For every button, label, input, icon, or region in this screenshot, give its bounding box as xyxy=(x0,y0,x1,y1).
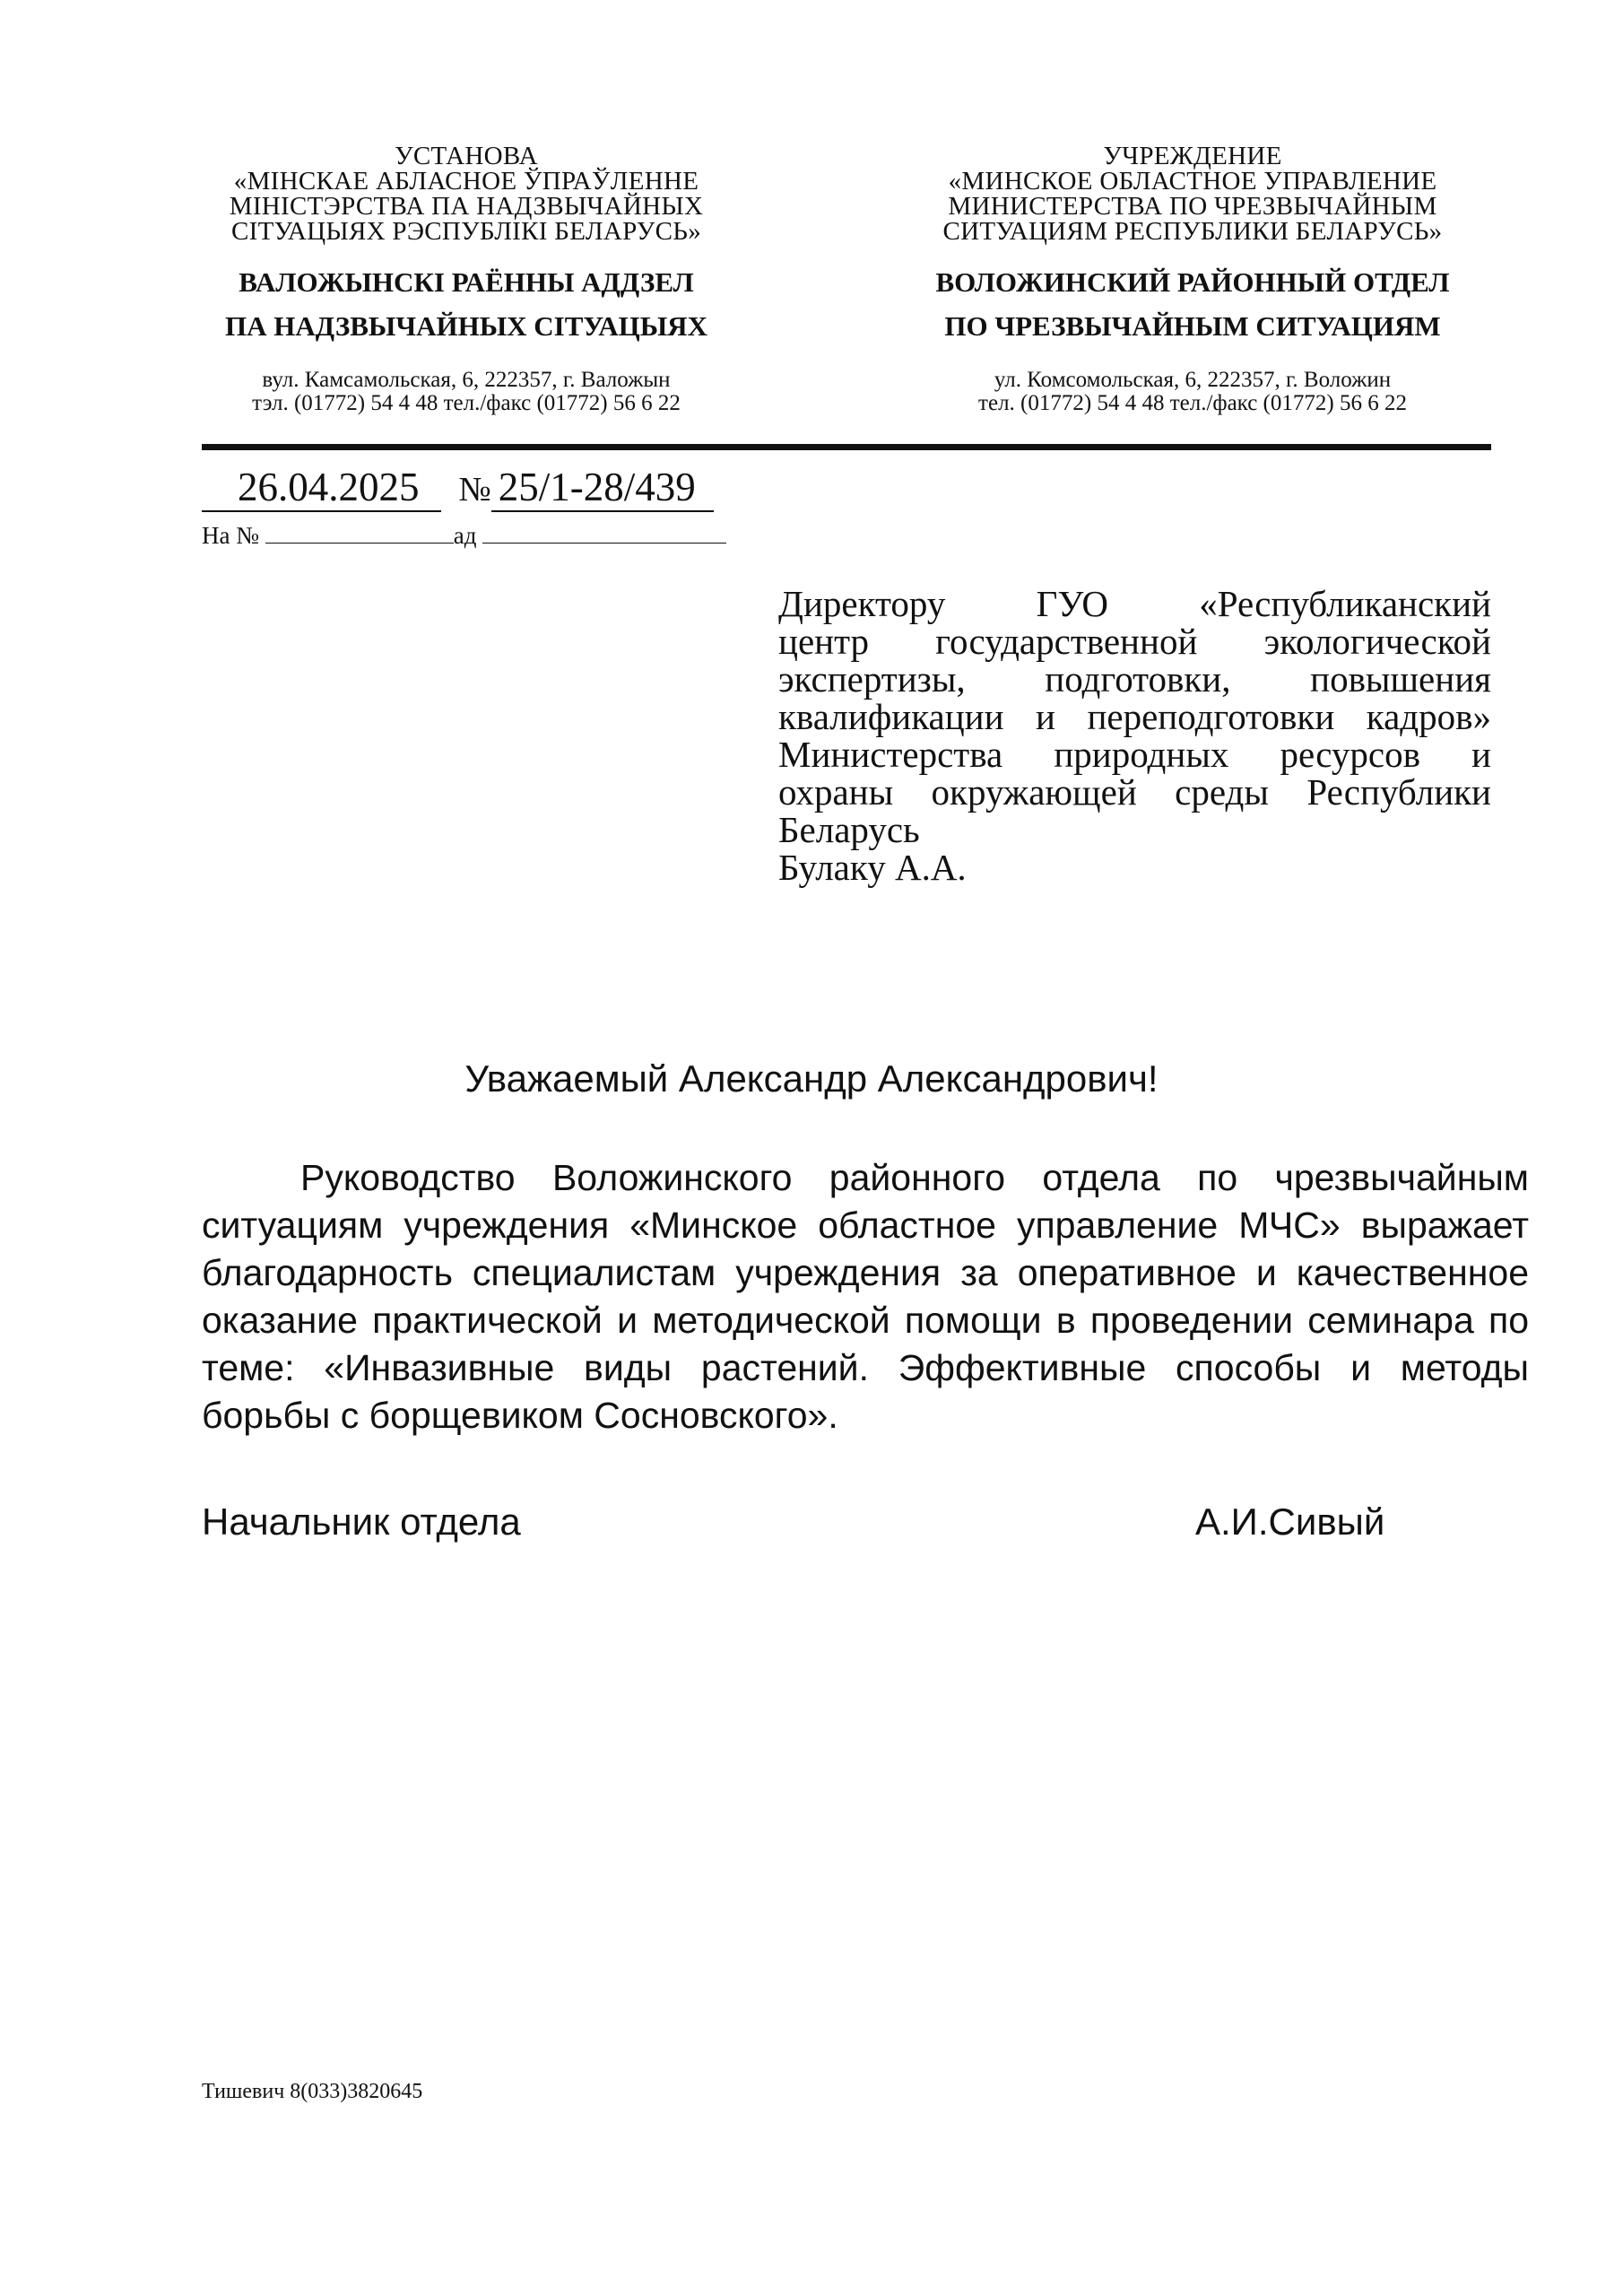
addressee-line: Булаку А.А. xyxy=(778,847,967,888)
ref-date-blank xyxy=(482,521,726,544)
signatory-position: Начальник отдела xyxy=(202,1500,521,1543)
org-name-line: «МІНСКАЕ АБЛАСНОЕ ЎПРАЎЛЕННЕ xyxy=(233,167,699,196)
org-name-line: МИНИСТЕРСТВА ПО ЧРЕЗВЫЧАЙНЫМ xyxy=(948,192,1437,221)
addressee-line: Директору ГУО «Республиканский xyxy=(778,583,1491,624)
addressee-block xyxy=(778,585,1491,886)
salutation: Уважаемый Александр Александрович! xyxy=(464,1057,1159,1100)
executor-contact: Тишевич 8(033)3820645 xyxy=(202,2080,423,2103)
address-line: вул. Камсамольская, 6, 222357, г. Валожын xyxy=(262,368,671,392)
ref-number-blank xyxy=(265,521,454,544)
header-russian xyxy=(924,144,1462,415)
registration-line xyxy=(202,464,714,513)
letter-body: Руководство Воложинского районного отдела по чрезвычайным ситуациям учреждения «Минское областное управление МЧС» выражает благодарность специалистам учреждения за оперативное и качественное оказание практической и методической помощи в проведении семинара по теме: «Инвазивные виды растений. Эффективные способы и методы борьбы с борщевиком Сосновского». xyxy=(202,1157,1529,1436)
addressee-line: Беларусь xyxy=(778,809,920,850)
org-name-line: СИТУАЦИЯМ РЕСПУБЛИКИ БЕЛАРУСЬ» xyxy=(942,217,1443,246)
org-name-line: УСТАНОВА xyxy=(395,142,538,170)
dept-name-line: ПА НАДЗВЫЧАЙНЫХ СІТУАЦЫЯХ xyxy=(225,310,707,342)
org-name-line: «МИНСКОЕ ОБЛАСТНОЕ УПРАВЛЕНИЕ xyxy=(948,167,1437,196)
number-sign: № xyxy=(458,471,491,509)
header-divider xyxy=(202,444,1491,450)
phone-line: тэл. (01772) 54 4 48 тел./факс (01772) 56 6 22 xyxy=(252,391,681,415)
addressee-line: квалификации и переподготовки кадров» xyxy=(778,696,1491,737)
phone-line: тел. (01772) 54 4 48 тел./факс (01772) 56 6 22 xyxy=(978,391,1407,415)
dept-name-line: ПО ЧРЕЗВЫЧАЙНЫМ СИТУАЦИЯМ xyxy=(944,310,1441,342)
letter-number: 25/1-28/439 xyxy=(491,464,714,512)
dept-name-line: ВОЛОЖИНСКИЙ РАЙОННЫЙ ОТДЕЛ xyxy=(935,266,1450,298)
signatory-name: А.И.Сивый xyxy=(1195,1500,1385,1543)
addressee-line: экспертизы, подготовки, повышения xyxy=(778,658,1491,700)
org-name-line: МІНІСТЭРСТВА ПА НАДЗВЫЧАЙНЫХ xyxy=(229,192,704,221)
addressee-line: охраны окружающей среды Республики xyxy=(778,771,1491,813)
org-name-line: СІТУАЦЫЯХ РЭСПУБЛІКІ БЕЛАРУСЬ» xyxy=(230,217,702,246)
header-belarusian xyxy=(197,144,735,415)
ref-prefix: На № xyxy=(202,522,259,549)
address-line: ул. Комсомольская, 6, 222357, г. Воложин xyxy=(994,368,1392,392)
org-name-line: УЧРЕЖДЕНИЕ xyxy=(1103,142,1282,170)
addressee-line: Министерства природных ресурсов и xyxy=(778,734,1491,775)
addressee-line: центр государственной экологической xyxy=(778,621,1491,662)
ref-mid: ад xyxy=(453,522,477,549)
dept-name-line: ВАЛОЖЫНСКІ РАЁННЫ АДДЗЕЛ xyxy=(239,266,694,298)
letter-date: 26.04.2025 xyxy=(202,464,441,512)
reference-line xyxy=(202,521,726,549)
